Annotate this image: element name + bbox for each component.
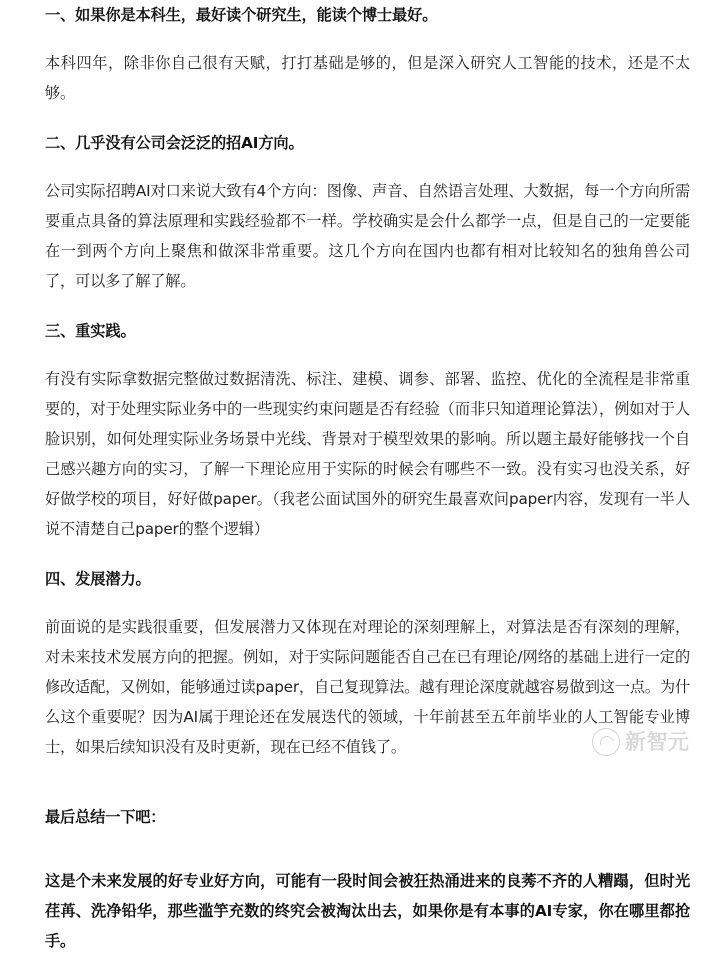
section-paragraph-3: 有没有实际拿数据完整做过数据清洗、标注、建模、调参、部署、监控、优化的全流程是非常重要的，对于处理实际业务中的一些现实约束问题是否有经验（而非只知道理论算法），例如对于人脸识别，如何处理实际业务场景中光线、背景对于模型效果的影响。所以题主最好能够找一个自己感兴趣方向的实习，了解一下理论应用于实际的时候会有哪些不一致。没有实习也没关系，好好做学校的项目，好好做paper。（我老公面试国外的研究生最喜欢问paper内容，发现有一半人说不清楚自己paper的整个逻辑） xyxy=(45,370,690,538)
spacer xyxy=(0,346,726,364)
conclusion-heading: 最后总结一下吧： xyxy=(45,808,166,826)
spacer xyxy=(0,296,726,316)
spacer xyxy=(0,594,726,612)
spacer xyxy=(0,832,726,866)
section-heading-2: 二、几乎没有公司会泛泛的招AI方向。 xyxy=(45,134,304,152)
section-heading-1: 一、如果你是本科生，最好读个研究生，能读个博士最好。 xyxy=(45,6,438,24)
spacer xyxy=(0,762,726,802)
section-heading-4: 四、发展潜力。 xyxy=(45,570,151,588)
conclusion-paragraph: 这是个未来发展的好专业好方向，可能有一段时间会被狂热涌进来的良莠不齐的人糟蹋，但时光荏苒、洗净铅华，那些滥竽充数的终究会被淘汰出去，如果你是有本事的AI专家，你在哪里都抢手。 xyxy=(45,872,690,950)
spacer xyxy=(0,158,726,176)
section-paragraph-2: 公司实际招聘AI对口来说大致有4个方向：图像、声音、自然语言处理、大数据，每一个方向所需要重点具备的算法原理和实践经验都不一样。学校确实是会什么都学一点，但是自己的一定要能在一到两个方向上聚焦和做深非常重要。这几个方向在国内也都有相对比较知名的独角兽公司了，可以多了解了解。 xyxy=(45,182,690,290)
spacer xyxy=(0,544,726,564)
spacer xyxy=(0,30,726,48)
watermark-label: 新智元 xyxy=(625,729,690,754)
spacer xyxy=(0,108,726,128)
section-paragraph-4: 前面说的是实践很重要，但发展潜力又体现在对理论的深刻理解上，对算法是否有深刻的理解，对未来技术发展方向的把握。例如，对于实际问题能否自己在已有理论/网络的基础上进行一定的修改适配，又例如，能够通过读paper，自己复现算法。越有理论深度就越容易做到这一点。为什么这个重要呢？因为AI属于理论还在发展迭代的领域，十年前甚至五年前毕业的人工智能专业博士，如果后续知识没有及时更新，现在已经不值钱了。 xyxy=(45,618,690,756)
section-heading-3: 三、重实践。 xyxy=(45,322,136,340)
section-paragraph-1: 本科四年，除非你自己很有天赋，打打基础是够的，但是深入研究人工智能的技术，还是不太够。 xyxy=(45,54,690,102)
